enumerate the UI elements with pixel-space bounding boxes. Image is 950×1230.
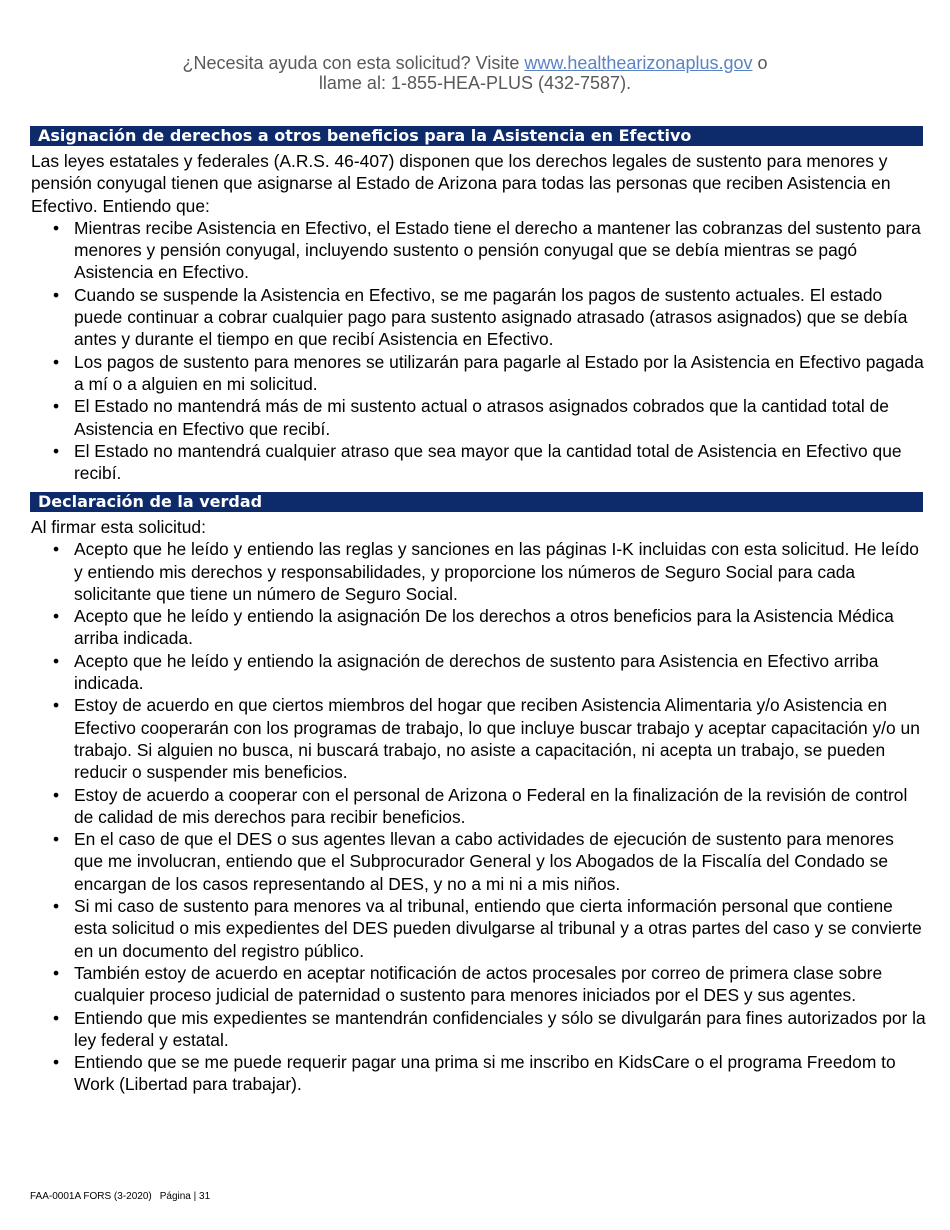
list-item: • Estoy de acuerdo en que ciertos miembros del hogar que reciben Asistencia Alimentaria y/o Asistencia en Efectivo cooperarán con los programas de trabajo, lo que incluye buscar trabajo y aceptar capacitación y/o un trabajo. Si alguien no busca, ni buscará trabajo, no asiste a capacitación, ni acepta un trabajo, se pueden reducir o suspender mis beneficios. [31,694,926,783]
section-body-declaration [31,516,926,1096]
list-item: • El Estado no mantendrá cualquier atraso que sea mayor que la cantidad total de Asistencia en Efectivo que recibí. [31,440,926,485]
list-item: • Mientras recibe Asistencia en Efectivo, el Estado tiene el derecho a mantener las cobranzas del sustento para menores y pensión conyugal, incluyendo sustento o pensión conyugal que se debía mientras se pagó Asistencia en Efectivo. [31,217,926,284]
help-line [0,53,950,73]
section-heading-assignment: Asignación de derechos a otros beneficios para la Asistencia en Efectivo [30,126,923,146]
list-item: • Entiendo que se me puede requerir pagar una prima si me inscribo en KidsCare o el programa Freedom to Work (Libertad para trabajar). [31,1051,926,1096]
phone-line: llame al: 1-855-HEA-PLUS (432-7587). [318,73,632,93]
section-body-assignment [31,150,926,484]
section-heading-declaration: Declaración de la verdad [30,492,923,512]
list-item: • El Estado no mantendrá más de mi sustento actual o atrasos asignados cobrados que la cantidad total de Asistencia en Efectivo que recibí. [31,395,926,440]
assignment-intro: Las leyes estatales y federales (A.R.S. 46-407) disponen que los derechos legales de sustento para menores y pensión conyugal tienen que asignarse al Estado de Arizona para todas las personas que reciben Asistencia en Efectivo. Entiendo que: [31,151,891,216]
page-number: Página | 31 [159,1191,211,1202]
help-prefix: ¿Necesita ayuda con esta solicitud? Visite [182,53,525,73]
page-footer [30,1191,210,1203]
list-item: • Acepto que he leído y entiendo las reglas y sanciones en las páginas I-K incluidas con esta solicitud. He leído y entiendo mis derechos y responsabilidades, y proporcione los números de Seguro Social para cada solicitante que tiene un número de Seguro Social. [31,538,926,605]
list-item: • Acepto que he leído y entiendo la asignación de derechos de sustento para Asistencia en Efectivo arriba indicada. [31,650,926,695]
declaration-intro: Al firmar esta solicitud: [31,517,206,537]
list-item: • En el caso de que el DES o sus agentes llevan a cabo actividades de ejecución de sustento para menores que me involucran, entiendo que el Subprocurador General y los Abogados de la Fiscalía del Condado se encargan de los casos representando al DES, y no a mi ni a mis niños. [31,828,926,895]
list-item: • Entiendo que mis expedientes se mantendrán confidenciales y sólo se divulgarán para fines autorizados por la ley federal y estatal. [31,1007,926,1052]
list-item: • También estoy de acuerdo en aceptar notificación de actos procesales por correo de primera clase sobre cualquier proceso judicial de paternidad o sustento para menores iniciados por el DES y sus agentes. [31,962,926,1007]
website-link[interactable]: www.healthearizonaplus.gov [524,53,753,73]
help-header [0,53,950,93]
list-item: • Cuando se suspende la Asistencia en Efectivo, se me pagarán los pagos de sustento actuales. El estado puede continuar a cobrar cualquier pago para sustento asignado atrasado (atrasos asignados) que se debía antes y durante el tiempo en que recibí Asistencia en Efectivo. [31,284,926,351]
declaration-bullet-list [31,538,926,1095]
form-id: FAA-0001A FORS (3-2020) [30,1191,152,1202]
list-item: • Acepto que he leído y entiendo la asignación De los derechos a otros beneficios para la Asistencia Médica arriba indicada. [31,605,926,650]
help-suffix: o [752,53,768,73]
list-item: • Los pagos de sustento para menores se utilizarán para pagarle al Estado por la Asistencia en Efectivo pagada a mí o a alguien en mi solicitud. [31,351,926,396]
list-item: • Si mi caso de sustento para menores va al tribunal, entiendo que cierta información personal que contiene esta solicitud o mis expedientes del DES pueden divulgarse al tribunal y a otras partes del caso y se convierte en un documento del registro público. [31,895,926,962]
assignment-bullet-list [31,217,926,485]
list-item: • Estoy de acuerdo a cooperar con el personal de Arizona o Federal en la finalización de la revisión de control de calidad de mis derechos para recibir beneficios. [31,784,926,829]
